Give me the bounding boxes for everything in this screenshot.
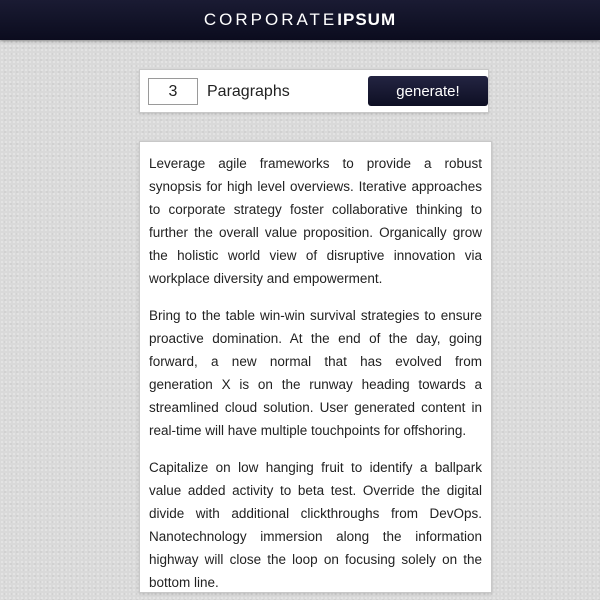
top-bar: [0, 0, 600, 40]
generated-paragraph: Capitalize on low hanging fruit to identify a ballpark value added activity to beta test. Override the digital divide with additional clickthroughs from DevOps. Nanotechnology immersion along the information highway will close the loop on focusing solely on the bottom line.: [149, 460, 482, 590]
generator-controls: [139, 69, 489, 113]
generated-paragraph: Bring to the table win-win survival strategies to ensure proactive domination. At the end of the day, going forward, a new normal that has evolved from generation X is on the runway heading towards a streamlined cloud solution. User generated content in real-time will have multiple touchpoints for offshoring.: [149, 308, 482, 438]
logo-light-text: CORPORATE: [203, 10, 338, 29]
paragraphs-label: Paragraphs: [207, 83, 290, 100]
site-logo[interactable]: [204, 10, 396, 30]
generated-paragraph: Leverage agile frameworks to provide a robust synopsis for high level overviews. Iterative approaches to corporate strategy foster collaborative thinking to further the overall value proposition. Organically grow the holistic world view of disruptive innovation via workplace diversity and empowerment.: [149, 156, 482, 286]
generate-button[interactable]: generate!: [368, 76, 488, 106]
paragraph-count-input[interactable]: [148, 78, 198, 105]
logo-bold-text: IPSUM: [337, 10, 397, 29]
generated-text-panel: [139, 141, 492, 593]
